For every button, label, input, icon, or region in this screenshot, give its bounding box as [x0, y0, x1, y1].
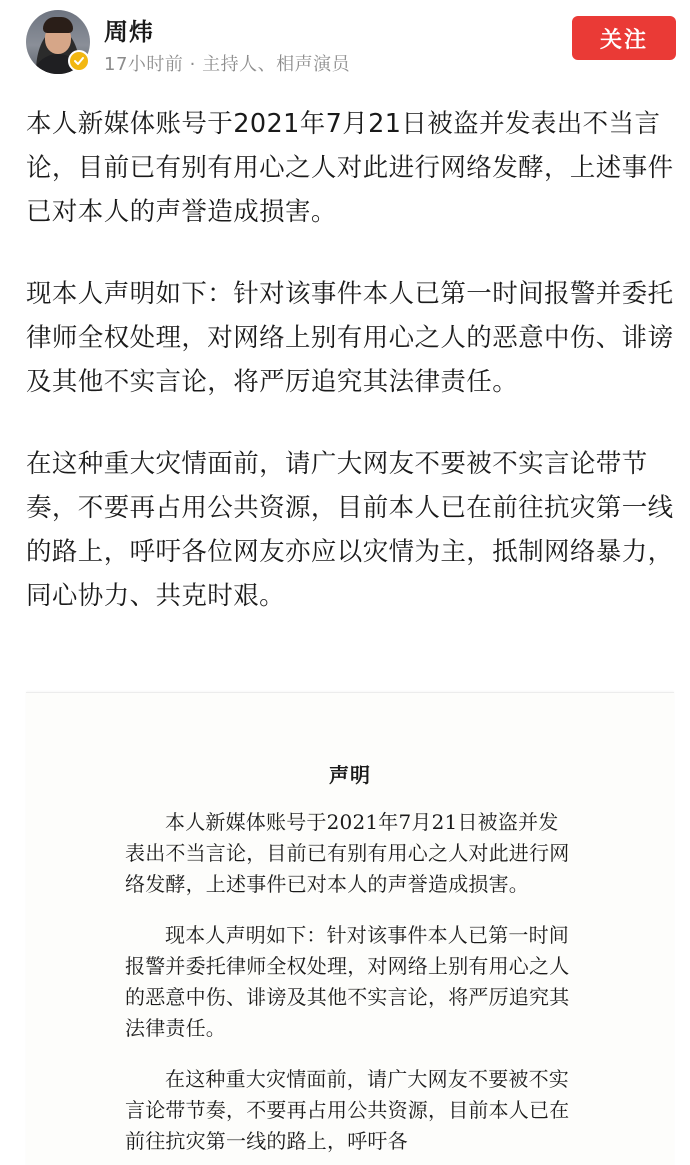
post-header — [0, 0, 690, 90]
post-meta: 17小时前 · 主持人、相声演员 — [104, 54, 351, 75]
follow-button[interactable]: 关注 — [572, 16, 676, 60]
statement-image[interactable] — [26, 692, 674, 1165]
post-content — [26, 102, 676, 656]
verified-badge-icon — [68, 50, 90, 72]
post-paragraph: 本人新媒体账号于2021年7月21日被盗并发表出不当言论，目前已有别有用心之人对此进行网络发酵，上述事件已对本人的声誉造成损害。 — [26, 109, 674, 227]
statement-paragraph: 在这种重大灾情面前，请广大网友不要被不实言论带节奏，不要再占用公共资源，目前本人已在前往抗灾第一线的路上，呼吁各 — [125, 1067, 570, 1153]
username[interactable]: 周炜 — [104, 18, 154, 46]
statement-body — [125, 807, 577, 1165]
verified-badge-icon-shape — [73, 55, 85, 67]
post-paragraph: 现本人声明如下：针对该事件本人已第一时间报警并委托律师全权处理，对网络上别有用心之人的恶意中伤、诽谤及其他不实言论，将严厉追究其法律责任。 — [26, 279, 674, 397]
post-paragraph: 在这种重大灾情面前，请广大网友不要被不实言论带节奏，不要再占用公共资源，目前本人已在前往抗灾第一线的路上，呼吁各位网友亦应以灾情为主，抵制网络暴力，同心协力、共克时艰。 — [26, 449, 674, 611]
statement-paragraph: 现本人声明如下：针对该事件本人已第一时间报警并委托律师全权处理，对网络上别有用心之人的恶意中伤、诽谤及其他不实言论，将严厉追究其法律责任。 — [125, 923, 570, 1040]
avatar-hair — [43, 17, 73, 33]
statement-title: 声明 — [329, 763, 371, 787]
statement-paragraph: 本人新媒体账号于2021年7月21日被盗并发表出不当言论，目前已有别有用心之人对此进行网络发酵，上述事件已对本人的声誉造成损害。 — [125, 810, 570, 896]
